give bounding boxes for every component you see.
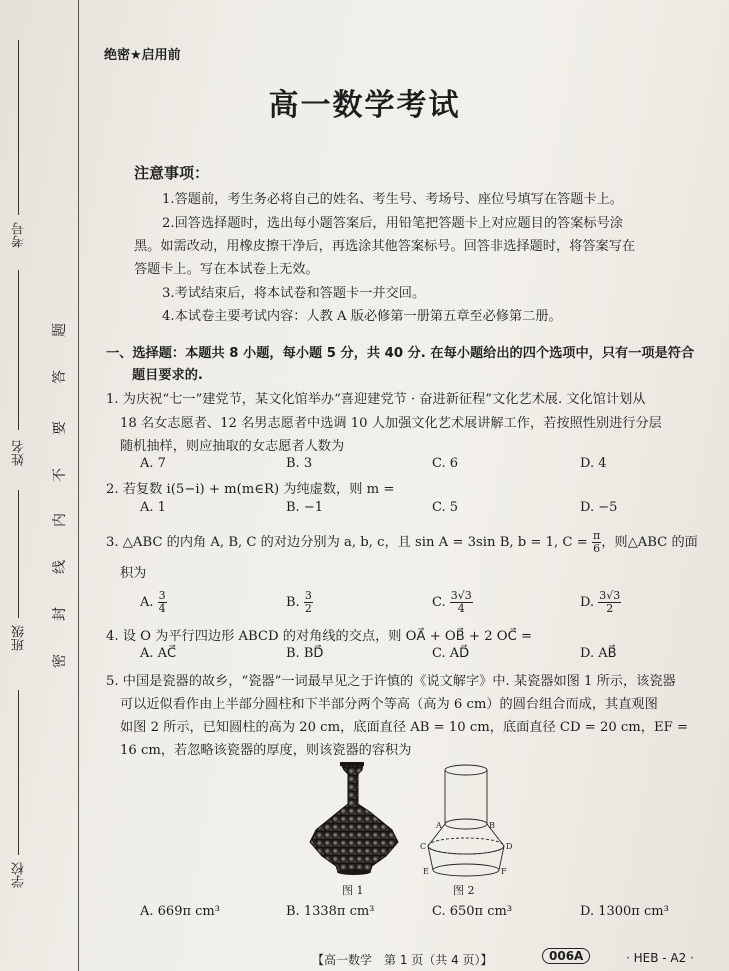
q3-option-b[interactable] [286, 590, 313, 615]
exam-no-blank [18, 40, 19, 215]
section-heading-cont: 题目要求的. [132, 368, 203, 383]
q4-stem: 4. 设 O 为平行四边形 ABCD 的对角线的交点，则 OA⃗ + OB⃗ + 2 OC⃗ = [106, 629, 533, 644]
q1-option-b[interactable]: B. 3 [286, 456, 313, 471]
q5-option-a[interactable]: A. 669π cm³ [140, 904, 220, 919]
fraction-den: 2 [304, 602, 312, 615]
q3-angle-fraction [592, 530, 601, 555]
exam-no-label: 考号 [12, 222, 27, 248]
seal-char: 密 [52, 654, 68, 668]
q4-option-a[interactable]: A. AC⃗ [140, 646, 177, 661]
point-b-label: B [489, 821, 495, 830]
seal-char: 线 [52, 560, 68, 574]
q3-option-c[interactable] [432, 590, 473, 615]
point-c-label: C [420, 842, 427, 851]
q4-option-b[interactable]: B. BD⃗ [286, 646, 324, 661]
option-fraction [450, 590, 473, 615]
option-label: B. [286, 595, 300, 610]
figure-2-caption: 图 2 [453, 884, 475, 897]
notice-line: 黑。如需改动，用橡皮擦干净后，再选涂其他答案标号。回答非选择题时，将答案写在 [134, 239, 636, 254]
notice-line: 4.本试卷主要考试内容：人教 A 版必修第一册第五章至必修第二册。 [162, 309, 562, 324]
class-label: 班级 [12, 625, 27, 651]
seal-char: 要 [52, 421, 68, 435]
classification-mark: 绝密★启用前 [104, 48, 181, 63]
notice-line: 3.考试结束后，将本试卷和答题卡一并交回。 [162, 286, 426, 301]
notice-heading: 注意事项： [134, 164, 210, 182]
name-label: 姓名 [12, 440, 27, 466]
fraction-num: 3 [158, 589, 166, 602]
q4-option-d[interactable]: D. AB⃗ [580, 646, 617, 661]
q1-stem: 随机抽样，则应抽取的女志愿者人数为 [120, 439, 345, 454]
q2-option-d[interactable]: D. −5 [580, 500, 618, 515]
seal-char: 不 [52, 468, 68, 482]
notice-line: 2.回答选择题时，选出每小题答案后，用铅笔把答题卡上对应题目的答案标号涂 [162, 216, 623, 231]
q5-stem: 可以近似看作由上半部分圆柱和下半部分两个等高（高为 6 cm）的圆台组合而成，其直观图 [120, 697, 658, 712]
notice-line: 1.答题前，考生务必将自己的姓名、考生号、考场号、座位号填写在答题卡上。 [162, 192, 623, 207]
q5-option-b[interactable]: B. 1338π cm³ [286, 904, 375, 919]
q5-stem: 如图 2 所示，已知圆柱的高为 20 cm，底面直径 AB = 10 cm，底面直径 CD = 20 cm，EF = [120, 720, 689, 735]
q3-option-d[interactable] [580, 590, 621, 615]
paper-code-badge: 006A [542, 948, 590, 964]
q1-option-a[interactable]: A. 7 [140, 456, 166, 471]
fraction-den: 2 [606, 602, 614, 615]
seal-char: 题 [52, 323, 68, 337]
q3-option-a[interactable] [140, 590, 167, 615]
q1-option-d[interactable]: D. 4 [580, 456, 607, 471]
fraction-num: 3√3 [450, 589, 472, 602]
option-fraction [304, 590, 313, 615]
option-label: C. [432, 595, 446, 610]
fraction-num: 3√3 [599, 589, 621, 602]
vase-photo [300, 760, 410, 880]
seal-char: 内 [52, 513, 68, 527]
q2-option-c[interactable]: C. 5 [432, 500, 459, 515]
q2-option-a[interactable]: A. 1 [140, 500, 166, 515]
q1-stem: 18 名女志愿者、12 名男志愿者中选调 10 人加强文化艺术展讲解工作，若按照性别进行分层 [120, 416, 662, 431]
q5-stem: 16 cm，若忽略该瓷器的厚度，则该瓷器的容积为 [120, 743, 412, 758]
notice-line: 答题卡上。写在本试卷上无效。 [134, 262, 319, 277]
class-blank [18, 490, 19, 618]
point-a-label: A [436, 821, 442, 830]
school-blank [18, 690, 19, 855]
fraction-num: π [592, 529, 601, 542]
q4-option-c[interactable]: C. AD⃗ [432, 646, 470, 661]
q3-stem-b: ，则△ABC 的面 [601, 535, 698, 550]
name-blank [18, 270, 19, 430]
point-d-label: D [506, 842, 513, 851]
fraction-num: 3 [304, 589, 312, 602]
option-label: A. [140, 595, 154, 610]
q3-stem-a: 3. △ABC 的内角 A, B, C 的对边分别为 a, b, c，且 sin A = 3sin B, b = 1, C = [106, 535, 588, 550]
point-e-label: E [423, 867, 429, 876]
q2-option-b[interactable]: B. −1 [286, 500, 323, 515]
seal-char: 答 [52, 370, 68, 384]
section-heading: 一、选择题：本题共 8 小题，每小题 5 分，共 40 分. 在每小题给出的四个选项中，只有一项是符合 [106, 346, 695, 361]
fraction-den: 4 [457, 602, 465, 615]
option-fraction [598, 590, 621, 615]
option-label: D. [580, 595, 595, 610]
q3-stem [106, 530, 698, 555]
q5-option-c[interactable]: C. 650π cm³ [432, 904, 513, 919]
page-footer: 【高一数学 第 1 页（共 4 页）】 [312, 953, 493, 967]
q3-stem-c: 积为 [120, 566, 147, 581]
figure-1-caption: 图 1 [342, 884, 364, 897]
series-code: · HEB - A2 · [626, 951, 694, 965]
q1-option-c[interactable]: C. 6 [432, 456, 459, 471]
seal-char: 封 [52, 607, 68, 621]
figure-2-diagram [420, 758, 520, 882]
school-label: 学校 [12, 862, 27, 888]
binding-line [78, 0, 79, 971]
fraction-den: 4 [158, 602, 166, 615]
q1-stem: 1. 为庆祝“七一”建党节，某文化馆举办“喜迎建党节 · 奋进新征程”文化艺术展. 文化馆计划从 [106, 392, 646, 407]
q5-stem: 5. 中国是瓷器的故乡，“瓷器”一词最早见之于许慎的《说文解字》中. 某瓷器如图 1 所示，该瓷器 [106, 674, 676, 689]
q2-stem: 2. 若复数 i(5−i) + m(m∈R) 为纯虚数，则 m = [106, 482, 395, 497]
point-f-label: F [501, 867, 507, 876]
q5-option-d[interactable]: D. 1300π cm³ [580, 904, 669, 919]
page-title: 高一数学考试 [268, 88, 461, 123]
option-fraction [158, 590, 167, 615]
fraction-den: 6 [593, 542, 601, 555]
